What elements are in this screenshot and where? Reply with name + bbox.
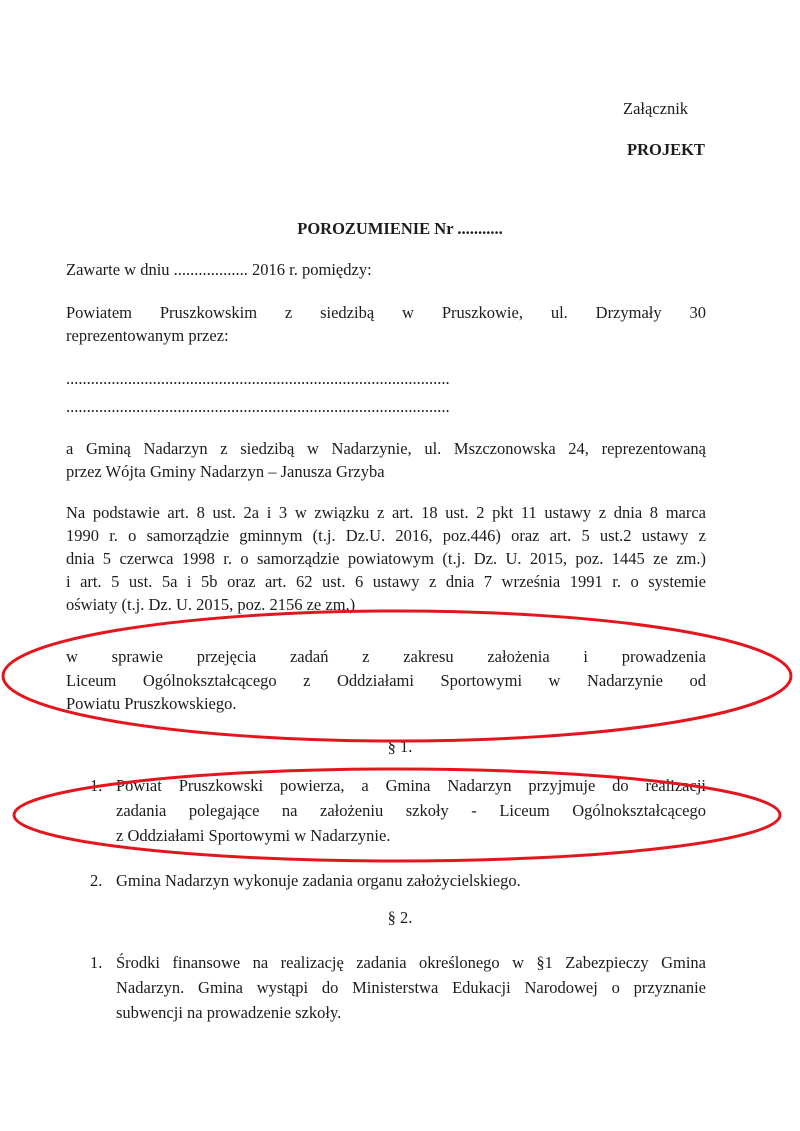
representative-dots-1: ............................................................................................. (66, 369, 450, 388)
legal-basis-line1: Na podstawie art. 8 ust. 2a i 3 w związku z art. 18 ust. 2 pkt 11 ustawy z dnia 8 marca (66, 503, 706, 522)
section2-item1-line1: Środki finansowe na realizację zadania określonego w §1 Zabezpieczy Gmina (116, 953, 706, 972)
section1-heading: § 1. (387, 737, 413, 756)
subject-line3: Powiatu Pruszkowskiego. (66, 694, 237, 713)
subject-line2: Liceum Ogólnokształcącego z Oddziałami Sportowymi w Nadarzynie od (66, 671, 706, 690)
draft-label: PROJEKT (627, 140, 705, 159)
section1-item2-number: 2. (90, 871, 103, 890)
legal-basis-line4: i art. 5 ust. 5a i 5b oraz art. 62 ust. 6 ustawy z dnia 7 września 1991 r. o systemie (66, 572, 706, 591)
section1-item1-number: 1. (90, 776, 103, 795)
party2-line1: a Gminą Nadarzyn z siedzibą w Nadarzynie, ul. Mszczonowska 24, reprezentowaną (66, 439, 706, 458)
legal-basis-line2: 1990 r. o samorządzie gminnym (t.j. Dz.U. 2016, poz.446) oraz art. 5 ust.2 ustawy z (66, 526, 706, 545)
document-title: POROZUMIENIE Nr ........... (297, 219, 503, 238)
section2-item1-line2: Nadarzyn. Gmina wystąpi do Ministerstwa Edukacji Narodowej o przyznanie (116, 978, 706, 997)
party1-line1: Powiatem Pruszkowskim z siedzibą w Pruszkowie, ul. Drzymały 30 (66, 303, 706, 322)
section2-item1-number: 1. (90, 953, 103, 972)
representative-dots-2: ............................................................................................. (66, 397, 450, 416)
section1-item1-line1: Powiat Pruszkowski powierza, a Gmina Nadarzyn przyjmuje do realizacji (116, 776, 706, 795)
subject-line1: w sprawie przejęcia zadań z zakresu założenia i prowadzenia (66, 647, 706, 666)
legal-basis-line3: dnia 5 czerwca 1998 r. o samorządzie powiatowym (t.j. Dz. U. 2015, poz. 1445 ze zm.) (66, 549, 706, 568)
legal-basis-line5: oświaty (t.j. Dz. U. 2015, poz. 2156 ze zm.) (66, 595, 356, 614)
party2-line2: przez Wójta Gminy Nadarzyn – Janusza Grzyba (66, 462, 385, 481)
section1-item1-line3: z Oddziałami Sportowymi w Nadarzynie. (116, 826, 391, 845)
party1-line2: reprezentowanym przez: (66, 326, 229, 345)
section2-heading: § 2. (387, 908, 413, 927)
attachment-label: Załącznik (623, 99, 689, 118)
section1-item1-line2: zadania polegające na założeniu szkoły - Liceum Ogólnokształcącego (116, 801, 706, 820)
section2-item1-line3: subwencji na prowadzenie szkoły. (116, 1003, 342, 1022)
section1-item2-line1: Gmina Nadarzyn wykonuje zadania organu założycielskiego. (116, 871, 521, 890)
concluded-date-line: Zawarte w dniu .................. 2016 r. pomiędzy: (66, 260, 372, 279)
